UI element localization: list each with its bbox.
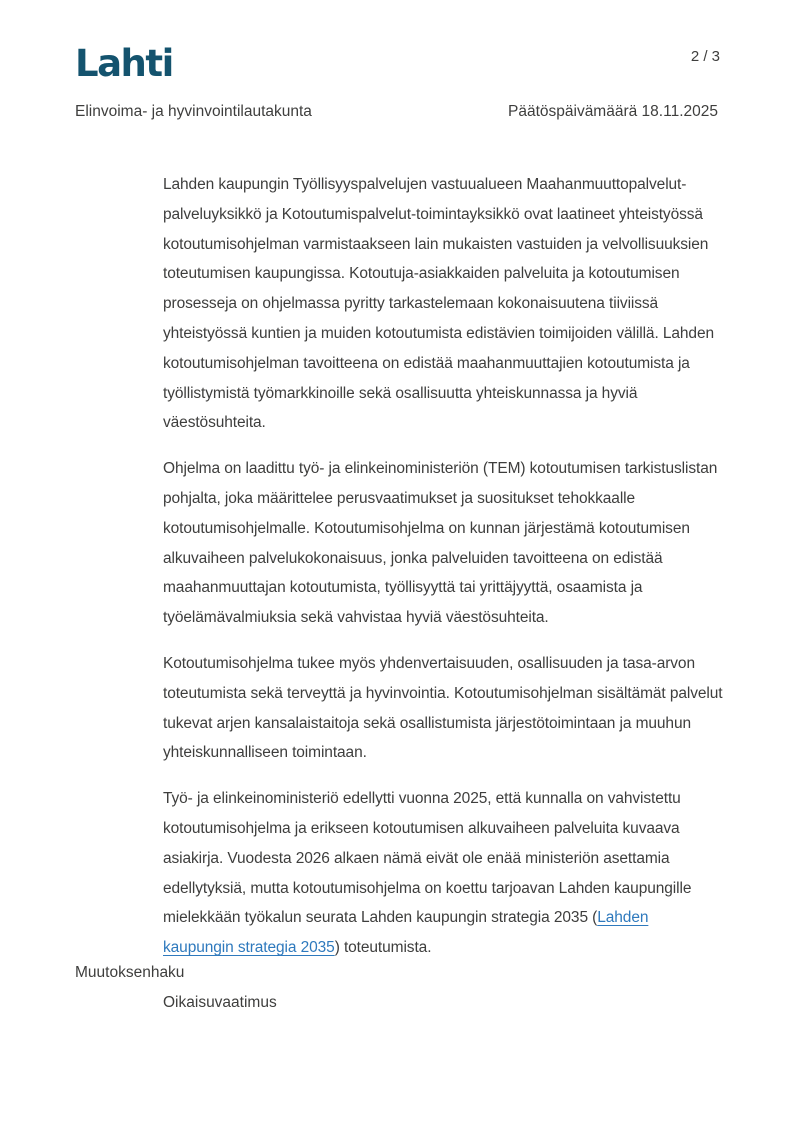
paragraph-2: Ohjelma on laadittu työ- ja elinkeinoministeriön (TEM) kotoutumisen tarkistuslistan pohjalta, joka määrittelee perusvaatimukset ja suositukset tehokkaalle kotoutumisohjelmalle. Kotoutumisohjelma on kunnan järjestämä kotoutumisen alkuvaiheen palvelukokonaisuus, jonka palveluiden tavoitteena on edistää maahanmuuttajan kotoutumista, työllisyyttä tai yrittäjyyttä, osaamista ja työelämävalmiuksia sekä vahvistaa hyviä väestösuhteita. [163,460,718,627]
page-header [75,40,720,95]
paragraph-4-text-before-link: Työ- ja elinkeinoministeriö edellytti vuonna 2025, että kunnalla on vahvistettu kotoutumisohjelma ja erikseen kotoutumisen alkuvaiheen palveluita kuvaava asiakirja. Vuodesta 2026 alkaen nämä eivät ole enää ministeriön asettamia edellytyksiä, mutta kotoutumisohjelma on koettu tarjoavan Lahden kaupungille mielekkään työkalun seurata Lahden kaupungin strategia 2035 ( [163,790,692,927]
page-number: 2 / 3 [690,48,720,65]
paragraph-1: Lahden kaupungin Työllisyyspalvelujen vastuualueen Maahanmuuttopalvelut-palveluyksikkö ja Kotoutumispalvelut-toimintayksikkö ovat laatineet yhteistyössä kotoutumisohjelman varmistaakseen lain mukaisten vastuiden ja velvollisuuksien toteutumisen kaupungissa. Kotoutuja-asiakkaiden palveluita ja kotoutumisen prosesseja on ohjelmassa pyritty tarkastelemaan kokonaisuutena tiiviissä yhteistyössä kuntien ja muiden kotoutumista edistävien toimijoiden välillä. Lahden kotoutumisohjelman tavoitteena on edistää maahanmuuttajien kotoutumista ja työllistymistä työmarkkinoille sekä osallisuutta yhteiskunnassa ja hyviä väestösuhteita. [163,176,714,432]
document-body [163,170,723,979]
lahti-logo: Lahti [75,42,173,85]
committee-name: Elinvoima- ja hyvinvointilautakunta [75,103,312,120]
strategy-2035-link[interactable]: Lahden kaupungin strategia 2035 [163,909,649,957]
appeal-section [75,958,720,1018]
document-meta-row [75,103,720,121]
decision-date: Päätöspäivämäärä 18.11.2025 [508,103,718,120]
appeal-section-title: Muutoksenhaku [75,964,185,981]
paragraph-4-text-after-link: ) toteutumista. [334,939,432,957]
paragraph-3: Kotoutumisohjelma tukee myös yhdenvertaisuuden, osallisuuden ja tasa-arvon toteutumista sekä terveyttä ja hyvinvointia. Kotoutumisohjelman sisältämät palvelut tukevat arjen kansalaistaitoja sekä osallistumista järjestötoimintaan ja muuhun yhteiskunnalliseen toimintaan. [163,654,723,762]
paragraph-4 [163,784,723,963]
appeal-method: Oikaisuvaatimus [163,994,277,1011]
